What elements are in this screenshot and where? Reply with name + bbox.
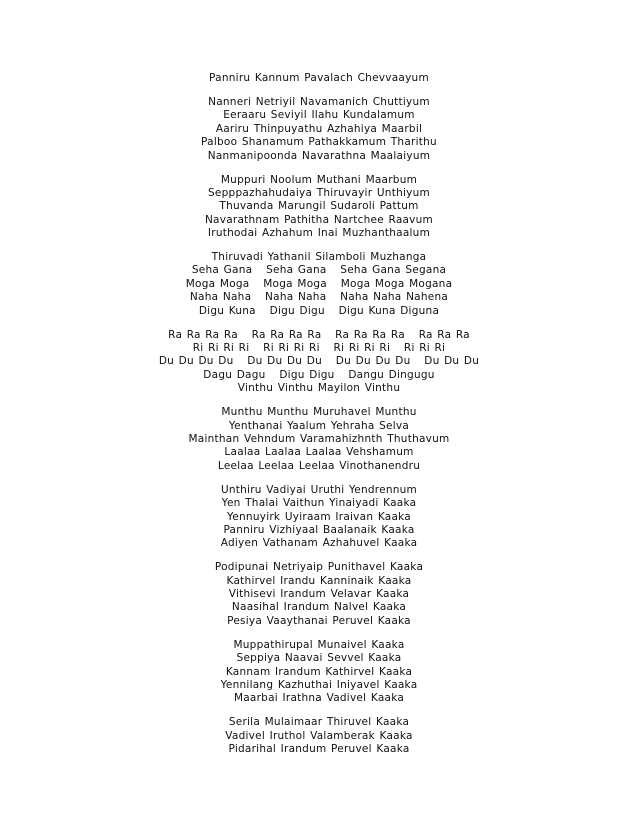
poem-line: Thiruvadi Yathanil Silamboli Muzhanga: [211, 251, 427, 264]
stanza: [0, 251, 638, 318]
poem-line: Unthiru Vadiyai Uruthi Yendrennum: [220, 483, 418, 496]
poem-line: Yenthanai Yaalum Yehraha Selva: [228, 419, 410, 432]
poem-line: Kannam Irandum Kathirvel Kaaka: [225, 665, 413, 678]
poem-line: Panniru Vizhiyaal Baalanaik Kaaka: [223, 523, 415, 536]
poem-line: Seppiya Naavai Sevvel Kaaka: [236, 652, 402, 665]
poem-line: Naasihal Irandum Nalvel Kaaka: [231, 601, 407, 614]
poem-line: Leelaa Leelaa Leelaa Vinothanendru: [217, 459, 421, 472]
poem-line: Laalaa Laalaa Laalaa Vehshamum: [224, 446, 414, 459]
poem-line: Yennilang Kazhuthai Iniyavel Kaaka: [220, 678, 418, 691]
poem-line: Yen Thalai Vaithun Yinaiyadi Kaaka: [221, 497, 417, 510]
poem-line: Yennuyirk Uyiraam Iraivan Kaaka: [227, 510, 411, 523]
poem-line: Mainthan Vehndum Varamahizhnth Thuthavum: [188, 432, 450, 445]
poem-line: Iruthodai Azhahum Inai Muzhanthaalum: [207, 227, 431, 240]
poem-line: Nanmanipoonda Navarathna Maalaiyum: [207, 149, 431, 162]
poem-line: Aariru Thinpuyathu Azhahiya Maarbil: [215, 122, 423, 135]
stanza: [0, 72, 638, 85]
poem-line: Du Du Du Du Du Du Du Du Du Du Du Du Du Du Du: [158, 355, 480, 368]
stanza: [0, 561, 638, 628]
poem-line: Podipunai Netriyaip Punithavel Kaaka: [214, 561, 424, 574]
poem-text: [0, 72, 638, 757]
stanza: [0, 96, 638, 163]
poem-line: Muppathirupal Munaivel Kaaka: [233, 638, 405, 651]
poem-line: Vinthu Vinthu Mayilon Vinthu: [237, 382, 401, 395]
poem-line: Nanneri Netriyil Navamanich Chuttiyum: [208, 95, 430, 108]
stanza: [0, 406, 638, 473]
poem-line: Maarbai Irathna Vadivel Kaaka: [233, 692, 405, 705]
poem-line: Navarathnam Pathitha Nartchee Raavum: [204, 213, 434, 226]
stanza: [0, 716, 638, 756]
poem-line: Dagu Dagu Digu Digu Dangu Dingugu: [203, 368, 435, 381]
poem-line: Naha Naha Naha Naha Naha Naha Nahena: [189, 291, 449, 304]
poem-line: Eeraaru Seviyil Ilahu Kundalamum: [223, 109, 415, 122]
poem-line: Kathirvel Irandu Kanninaik Kaaka: [226, 574, 412, 587]
poem-line: Serila Mulaimaar Thiruvel Kaaka: [228, 716, 410, 729]
stanza: [0, 639, 638, 706]
poem-line: Vithisevi Irandum Velavar Kaaka: [228, 588, 410, 601]
poem-line: Ra Ra Ra Ra Ra Ra Ra Ra Ra Ra Ra Ra Ra Ra Ra: [168, 328, 470, 341]
poem-line: Pidarihal Irandum Peruvel Kaaka: [228, 743, 410, 756]
stanza: [0, 174, 638, 241]
stanza: [0, 484, 638, 551]
poem-line: Munthu Munthu Muruhavel Munthu: [221, 406, 417, 419]
poem-line: Sepppazhahudaiya Thiruvayir Unthiyum: [208, 186, 430, 199]
poem-line: Palboo Shanamum Pathakkamum Tharithu: [201, 136, 437, 149]
poem-line: Thuvanda Marungil Sudaroli Pattum: [219, 200, 419, 213]
poem-line: Moga Moga Moga Moga Moga Moga Mogana: [185, 277, 453, 290]
poem-line: Digu Kuna Digu Digu Digu Kuna Diguna: [198, 304, 440, 317]
poem-line: Pesiya Vaaythanai Peruvel Kaaka: [227, 614, 411, 627]
poem-line: Vadivel Iruthol Valamberak Kaaka: [225, 729, 413, 742]
stanza: [0, 329, 638, 396]
poem-line: Adiyen Vathanam Azhahuvel Kaaka: [220, 537, 418, 550]
poem-line: Ri Ri Ri Ri Ri Ri Ri Ri Ri Ri Ri Ri Ri Ri Ri: [192, 342, 446, 355]
poem-line: Seha Gana Seha Gana Seha Gana Segana: [191, 264, 447, 277]
poem-line: Muppuri Noolum Muthani Maarbum: [220, 173, 418, 186]
poem-line: Panniru Kannum Pavalach Chevvaayum: [209, 72, 429, 84]
